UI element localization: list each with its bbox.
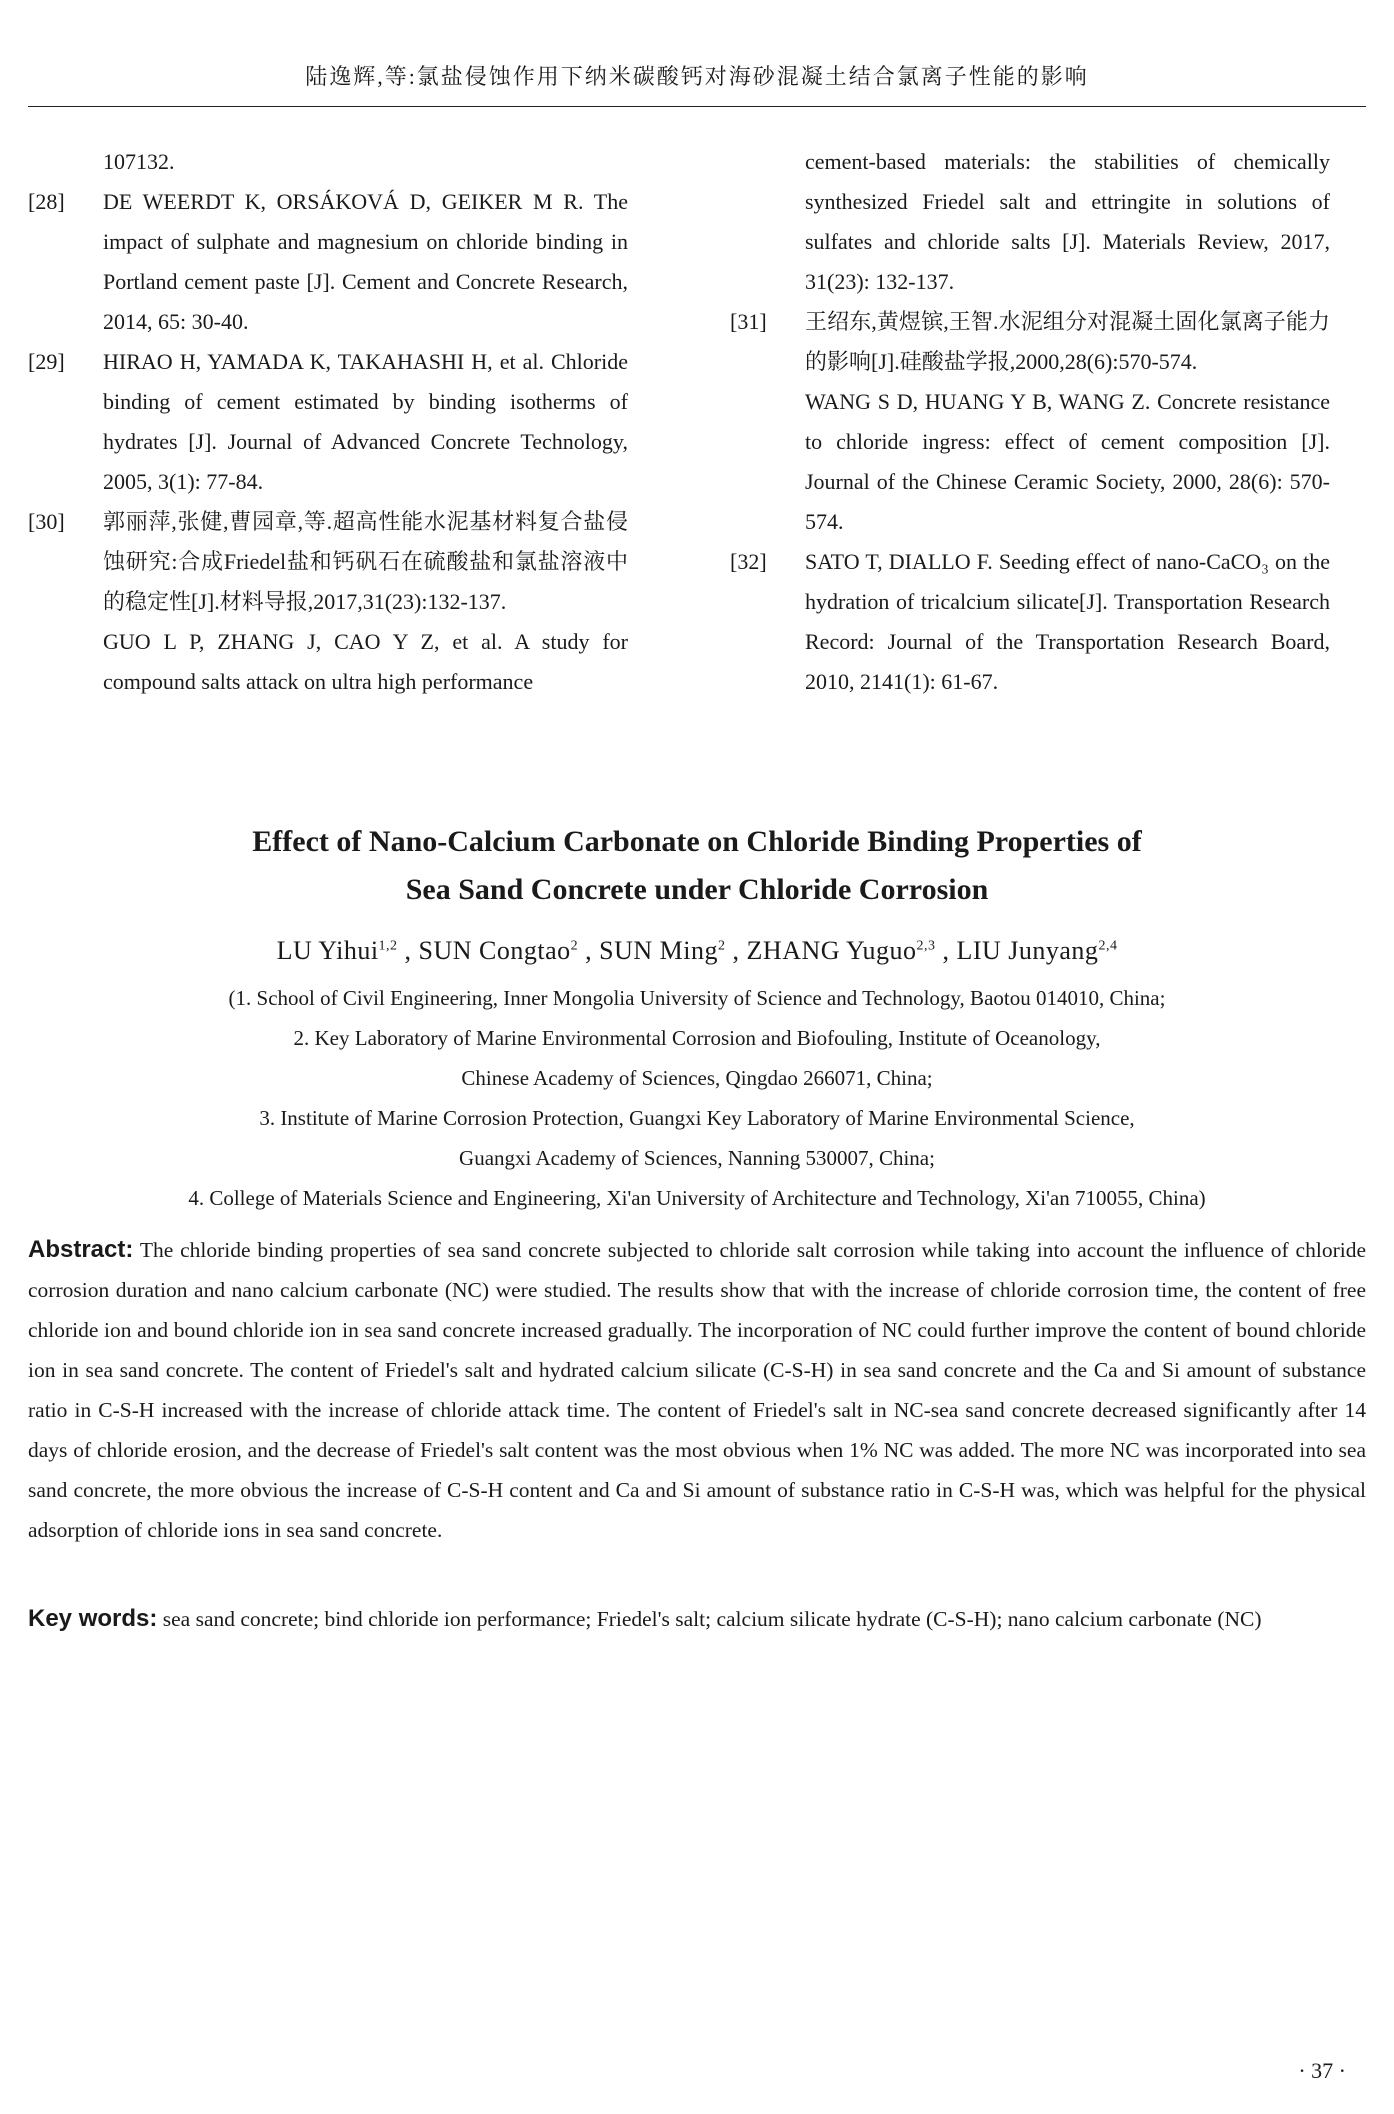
keywords-label: Key words:: [28, 1605, 158, 1632]
author-separator: ,: [578, 936, 600, 965]
header-rule: [28, 106, 1366, 107]
author-separator: ,: [397, 936, 419, 965]
reference-text: 王绍东,黄煜镔,王智.水泥组分对混凝土固化氯离子能力的影响[J].硅酸盐学报,2000,28(6):570-574.: [805, 309, 1330, 374]
abstract: [28, 1230, 1366, 1550]
reference-31: [730, 302, 1330, 382]
english-title-line: Effect of Nano-Calcium Carbonate on Chloride Binding Properties of: [252, 825, 1142, 858]
reference-30: [28, 502, 628, 622]
reference-number: [31]: [730, 309, 767, 334]
reference-text: 107132.: [103, 149, 175, 174]
reference-29: [28, 342, 628, 502]
english-title-line: Sea Sand Concrete under Chloride Corrosion: [405, 873, 989, 906]
reference-text: SATO T, DIALLO F. Seeding effect of nano-CaCO₃ on the hydration of tricalcium silicate[J]. Transportation Research Record: Journal of the Transportation Research Board, 2010, 2141(1): 61-67.: [805, 549, 1330, 694]
author-affiliation-mark: 2,4: [1098, 938, 1118, 954]
running-header: 陆逸辉,等:氯盐侵蚀作用下纳米碳酸钙对海砂混凝土结合氯离子性能的影响: [305, 64, 1089, 89]
reference-text: DE WEERDT K, ORSÁKOVÁ D, GEIKER M R. The impact of sulphate and magnesium on chloride binding in Portland cement paste [J]. Cement and Concrete Research, 2014, 65: 30-40.: [103, 189, 628, 334]
author-name: LU Yihui: [276, 936, 379, 965]
affiliation-line: 3. Institute of Marine Corrosion Protection, Guangxi Key Laboratory of Marine Environmental Science,: [259, 1106, 1135, 1130]
author: [747, 936, 957, 965]
author-separator: ,: [935, 936, 957, 965]
references-left-column: [28, 142, 628, 702]
reference-number: [30]: [28, 509, 65, 534]
author: [599, 936, 746, 965]
author-affiliation-mark: 2: [718, 938, 726, 954]
reference-text: WANG S D, HUANG Y B, WANG Z. Concrete resistance to chloride ingress: effect of cement composition [J]. Journal of the Chinese Ceramic Society, 2000, 28(6): 570-574.: [805, 389, 1330, 534]
author-affiliation-mark: 1,2: [378, 938, 398, 954]
author: [419, 936, 600, 965]
keywords: [28, 1599, 1366, 1639]
affiliation-line: Guangxi Academy of Sciences, Nanning 530007, China;: [459, 1146, 935, 1170]
english-title: [0, 818, 1394, 914]
affiliation-line: 4. College of Materials Science and Engineering, Xi'an University of Architecture and Technology, Xi'an 710055, China): [188, 1186, 1206, 1210]
reference-number: [32]: [730, 549, 767, 574]
reference-text: GUO L P, ZHANG J, CAO Y Z, et al. A study for compound salts attack on ultra high performance: [103, 629, 628, 694]
reference-number: [28]: [28, 189, 65, 214]
references-right-column: [730, 142, 1330, 702]
reference-text: HIRAO H, YAMADA K, TAKAHASHI H, et al. Chloride binding of cement estimated by binding isotherms of hydrates [J]. Journal of Advanced Concrete Technology, 2005, 3(1): 77-84.: [103, 349, 628, 494]
reference-32: [730, 542, 1330, 702]
reference-31-english: [730, 382, 1330, 542]
reference-text: cement-based materials: the stabilities of chemically synthesized Friedel salt and ettringite in solutions of sulfates and chloride salts [J]. Materials Review, 2017, 31(23): 132-137.: [805, 149, 1330, 294]
page-number: · 37 ·: [1298, 2058, 1346, 2083]
author-affiliation-mark: 2: [570, 938, 579, 954]
author-affiliation-mark: 2,3: [916, 938, 936, 954]
author: [277, 936, 419, 965]
author-name: LIU Junyang: [956, 936, 1099, 965]
affiliations: [0, 978, 1394, 1218]
author-separator: ,: [725, 936, 747, 965]
author-name: SUN Congtao: [418, 936, 571, 965]
author: [956, 936, 1117, 965]
reference-30-english: [28, 622, 628, 702]
abstract-text: The chloride binding properties of sea sand concrete subjected to chloride salt corrosion while taking into account the influence of chloride corrosion duration and nano calcium carbonate (NC) were studied. The results show that with the increase of chloride corrosion time, the content of free chloride ion and bound chloride ion in sea sand concrete increased gradually. The incorporation of NC could further improve the content of bound chloride ion in sea sand concrete. The content of Friedel's salt and hydrated calcium silicate (C-S-H) in sea sand concrete and the Ca and Si amount of substance ratio in C-S-H increased with the increase of chloride attack time. The content of Friedel's salt in NC-sea sand concrete decreased significantly after 14 days of chloride erosion, and the decrease of Friedel's salt content was the most obvious when 1% NC was added. The more NC was incorporated into sea sand concrete, the more obvious the increase of C-S-H content and Ca and Si amount of substance ratio in C-S-H was, which was helpful for the physical adsorption of chloride ions in sea sand concrete.: [28, 1238, 1366, 1542]
reference-30-continuation: [730, 142, 1330, 302]
author-name: ZHANG Yuguo: [746, 936, 917, 965]
affiliation-line: Chinese Academy of Sciences, Qingdao 266071, China;: [461, 1066, 933, 1090]
affiliation-line: 2. Key Laboratory of Marine Environmental Corrosion and Biofouling, Institute of Oceanology,: [293, 1026, 1101, 1050]
author-list: [0, 936, 1394, 966]
keywords-text: sea sand concrete; bind chloride ion performance; Friedel's salt; calcium silicate hydrate (C-S-H); nano calcium carbonate (NC): [157, 1607, 1262, 1631]
reference-28: [28, 182, 628, 342]
reference-number: [29]: [28, 349, 65, 374]
affiliation-line: (1. School of Civil Engineering, Inner Mongolia University of Science and Technology, Baotou 014010, China;: [228, 986, 1166, 1010]
author-name: SUN Ming: [599, 936, 719, 965]
reference-continuation: [28, 142, 628, 182]
reference-text: 郭丽萍,张健,曹园章,等.超高性能水泥基材料复合盐侵蚀研究:合成Friedel盐和钙矾石在硫酸盐和氯盐溶液中的稳定性[J].材料导报,2017,31(23):132-137.: [103, 509, 628, 614]
abstract-label: Abstract:: [28, 1236, 134, 1263]
